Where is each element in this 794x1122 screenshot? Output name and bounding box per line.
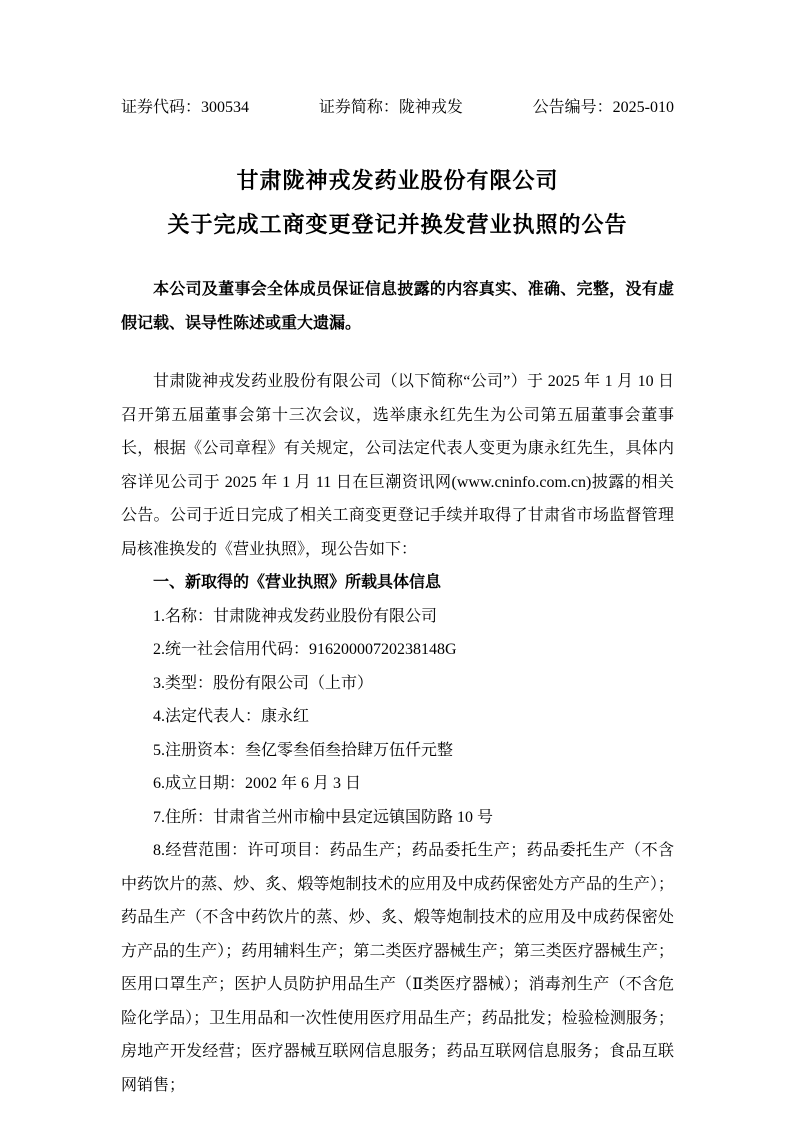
stock-short-name: 证券简称：陇神戎发 xyxy=(318,99,463,116)
license-item-business-scope: 8.经营范围：许可项目：药品生产；药品委托生产；药品委托生产（不含中药饮片的蒸、炒、炙、煅等炮制技术的应用及中成药保密处方产品的生产）；药品生产（不含中药饮片的蒸、炒、炙、煅等炮制技术的应用及中成药保密处方产品的生产）；药用辅料生产；第二类医疗器械生产；第三类医疗器械生产；医用口罩生产；医护人员防护用品生产（Ⅱ类医疗器械）；消毒剂生产（不含危险化学品）；卫生用品和一次性使用医疗用品生产；药品批发；检验检测服务；房地产开发经营；医疗器械互联网信息服务；药品互联网信息服务；食品互联网销售； xyxy=(121,842,674,1094)
license-item-credit-code: 2.统一社会信用代码：91620000720238148G xyxy=(153,641,457,658)
intro-paragraph: 甘肃陇神戎发药业股份有限公司（以下简称“公司”）于 2025 年 1 月 10 日召开第五届董事会第十三次会议，选举康永红先生为公司第五届董事会董事长，根据《公司章程》有关规定，公司法定代表人变更为康永红先生，具体内容详见公司于 2025 年 1 月 11 日在巨潮资讯网(www.cninfo.com.cn)披露的相关公告。公司于近日完成了相关工商变更登记手续并取得了甘肃省市场监督管理局核准换发的《营业执照》，现公告如下： xyxy=(121,373,674,558)
announcement-number: 公告编号：2025-010 xyxy=(532,99,674,116)
title-company-name: 甘肃陇神戎发药业股份有限公司 xyxy=(236,168,559,193)
disclaimer-statement: 本公司及董事会全体成员保证信息披露的内容真实、准确、完整，没有虚假记载、误导性陈述或重大遗漏。 xyxy=(121,281,674,332)
title-subject: 关于完成工商变更登记并换发营业执照的公告 xyxy=(167,212,628,237)
document-title xyxy=(121,159,674,247)
document-header xyxy=(121,97,674,119)
license-item-type: 3.类型：股份有限公司（上市） xyxy=(153,674,374,692)
stock-code: 证券代码：300534 xyxy=(121,99,250,116)
license-item-name: 1.名称：甘肃陇神戎发药业股份有限公司 xyxy=(153,607,438,625)
announcement-body xyxy=(121,365,674,1102)
license-item-establish-date: 6.成立日期：2002 年 6 月 3 日 xyxy=(153,775,362,792)
license-item-legal-representative: 4.法定代表人：康永红 xyxy=(153,708,310,725)
license-item-address: 7.住所：甘肃省兰州市榆中县定远镇国防路 10 号 xyxy=(153,808,494,826)
license-item-registered-capital: 5.注册资本：叁亿零叁佰叁拾肆万伍仟元整 xyxy=(153,741,454,759)
section-1-heading: 一、新取得的《营业执照》所载具体信息 xyxy=(153,574,442,591)
